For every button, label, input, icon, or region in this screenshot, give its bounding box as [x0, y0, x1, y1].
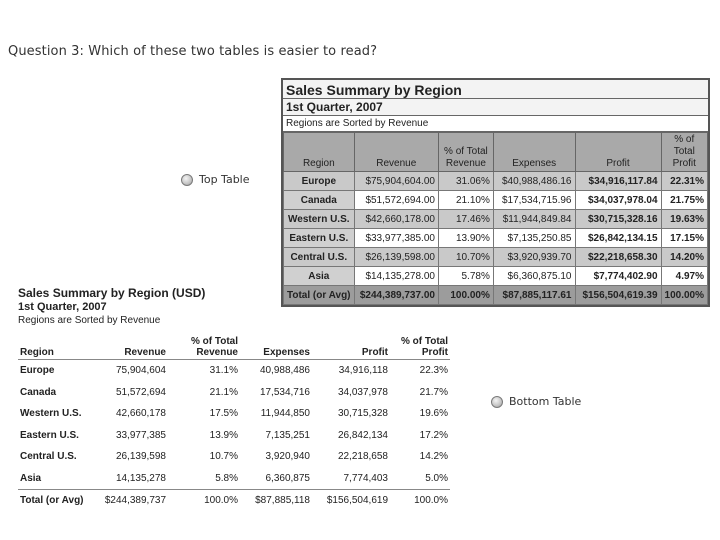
cell-region: Central U.S.	[20, 451, 77, 463]
cell-pct-revenue: 13.90%	[438, 229, 493, 248]
bottom-table-panel	[18, 286, 450, 512]
table-row	[284, 229, 708, 248]
cell-pct-revenue: 13.9%	[209, 429, 238, 441]
col-header-profit: Profit	[312, 336, 390, 360]
cell-revenue: 14,135,278	[115, 472, 166, 484]
cell-revenue: $244,389,737.00	[354, 286, 438, 305]
cell-profit: 26,842,134	[337, 429, 388, 441]
cell-expenses: $87,885,117.61	[493, 286, 575, 305]
bottom-table-header-row	[18, 336, 450, 360]
cell-region: Asia	[284, 267, 355, 286]
cell-profit: 7,774,403	[343, 472, 388, 484]
question-text: Question 3: Which of these two tables is easier to read?	[8, 44, 378, 59]
table-row	[284, 172, 708, 191]
cell-pct-profit: 19.63%	[661, 210, 707, 229]
radio-option-top-table[interactable]	[181, 173, 250, 186]
cell-expenses: 40,988,486	[259, 365, 310, 377]
table-row	[18, 403, 450, 425]
col-header-region: Region	[284, 133, 355, 172]
table-row	[284, 248, 708, 267]
radio-button-icon[interactable]	[491, 396, 503, 408]
cell-revenue: $26,139,598.00	[354, 248, 438, 267]
cell-profit: $34,037,978.04	[575, 191, 661, 210]
cell-expenses: $3,920,939.70	[493, 248, 575, 267]
cell-pct-profit: 5.0%	[425, 472, 448, 484]
cell-region: Eastern U.S.	[284, 229, 355, 248]
cell-expenses: 7,135,251	[265, 429, 310, 441]
cell-pct-revenue: 31.1%	[209, 365, 238, 377]
cell-expenses: 6,360,875	[265, 472, 310, 484]
cell-region: Canada	[284, 191, 355, 210]
cell-expenses: $40,988,486.16	[493, 172, 575, 191]
bottom-table-title: Sales Summary by Region (USD)	[18, 286, 206, 300]
cell-region: Europe	[284, 172, 355, 191]
cell-profit: 34,037,978	[337, 386, 388, 398]
cell-revenue: $51,572,694.00	[354, 191, 438, 210]
col-header-expenses: Expenses	[240, 336, 312, 360]
col-header-revenue: Revenue	[354, 133, 438, 172]
table-total-row	[18, 490, 450, 512]
cell-profit: $26,842,134.15	[575, 229, 661, 248]
radio-label-top-table: Top Table	[199, 173, 250, 186]
cell-region: Central U.S.	[284, 248, 355, 267]
top-table-note: Regions are Sorted by Revenue	[283, 116, 708, 132]
cell-pct-revenue: 21.10%	[438, 191, 493, 210]
table-row	[18, 425, 450, 447]
cell-pct-revenue: 100.00%	[438, 286, 493, 305]
cell-revenue: $75,904,604.00	[354, 172, 438, 191]
table-row	[284, 210, 708, 229]
cell-revenue: 42,660,178	[115, 408, 166, 420]
cell-pct-revenue: 31.06%	[438, 172, 493, 191]
cell-profit: 22,218,658	[337, 451, 388, 463]
cell-pct-profit: 21.7%	[419, 386, 448, 398]
cell-region: Total (or Avg)	[284, 286, 355, 305]
cell-pct-revenue: 17.46%	[438, 210, 493, 229]
cell-pct-revenue: 21.1%	[209, 386, 238, 398]
cell-region: Eastern U.S.	[20, 429, 79, 441]
cell-pct-profit: 100.0%	[390, 490, 450, 512]
radio-option-bottom-table[interactable]	[491, 395, 581, 408]
top-table-title: Sales Summary by Region	[283, 80, 708, 99]
table-row	[18, 382, 450, 404]
table-row	[284, 267, 708, 286]
cell-expenses: $17,534,715.96	[493, 191, 575, 210]
col-header-revenue: Revenue	[100, 336, 168, 360]
col-header-expenses: Expenses	[493, 133, 575, 172]
cell-profit: $22,218,658.30	[575, 248, 661, 267]
radio-button-icon[interactable]	[181, 174, 193, 186]
cell-pct-profit: 17.2%	[419, 429, 448, 441]
cell-pct-profit: 22.31%	[661, 172, 707, 191]
cell-revenue: 75,904,604	[115, 365, 166, 377]
table-row	[18, 360, 450, 382]
cell-revenue: $33,977,385.00	[354, 229, 438, 248]
cell-pct-revenue: 10.7%	[209, 451, 238, 463]
col-header-pct-profit: % of Total Profit	[390, 336, 450, 360]
cell-region: Canada	[20, 386, 57, 398]
cell-expenses: $6,360,875.10	[493, 267, 575, 286]
top-table-header-row	[284, 133, 708, 172]
cell-pct-revenue: 100.0%	[168, 490, 240, 512]
col-header-pct-revenue: % of Total Revenue	[168, 336, 240, 360]
cell-pct-revenue: 17.5%	[209, 408, 238, 420]
cell-pct-profit: 14.20%	[661, 248, 707, 267]
table-row	[284, 191, 708, 210]
bottom-table	[18, 336, 450, 512]
cell-revenue: $42,660,178.00	[354, 210, 438, 229]
top-table	[283, 132, 708, 305]
cell-profit: 34,916,118	[338, 365, 388, 377]
cell-revenue: 33,977,385	[115, 429, 166, 441]
cell-profit: 30,715,328	[337, 408, 388, 420]
cell-region: Europe	[20, 365, 55, 377]
cell-region: Western U.S.	[20, 408, 82, 420]
cell-expenses: $11,944,849.84	[493, 210, 575, 229]
cell-expenses: $87,885,118	[240, 490, 312, 512]
cell-pct-revenue: 5.8%	[215, 472, 238, 484]
cell-pct-revenue: 5.78%	[438, 267, 493, 286]
cell-profit: $7,774,402.90	[575, 267, 661, 286]
cell-region: Western U.S.	[284, 210, 355, 229]
cell-pct-profit: 21.75%	[661, 191, 707, 210]
top-table-panel	[281, 78, 710, 307]
cell-pct-revenue: 10.70%	[438, 248, 493, 267]
cell-pct-profit: 14.2%	[419, 451, 448, 463]
cell-expenses: 17,534,716	[259, 386, 310, 398]
cell-expenses: $7,135,250.85	[493, 229, 575, 248]
cell-region: Asia	[20, 472, 42, 484]
cell-pct-profit: 4.97%	[661, 267, 707, 286]
cell-expenses: 3,920,940	[265, 451, 310, 463]
col-header-pct-profit: % of Total Profit	[661, 133, 707, 172]
cell-profit: $156,504,619.39	[575, 286, 661, 305]
cell-region: Total (or Avg)	[18, 490, 100, 512]
col-header-pct-revenue: % of Total Revenue	[438, 133, 493, 172]
bottom-table-note: Regions are Sorted by Revenue	[18, 315, 161, 326]
cell-pct-profit: 19.6%	[419, 408, 448, 420]
cell-expenses: 11,944,850	[260, 408, 310, 420]
cell-profit: $30,715,328.16	[575, 210, 661, 229]
cell-profit: $34,916,117.84	[575, 172, 661, 191]
cell-pct-profit: 100.00%	[661, 286, 707, 305]
col-header-profit: Profit	[575, 133, 661, 172]
cell-revenue: $244,389,737	[100, 490, 168, 512]
cell-revenue: $14,135,278.00	[354, 267, 438, 286]
table-row	[18, 446, 450, 468]
cell-pct-profit: 17.15%	[661, 229, 707, 248]
table-row	[18, 468, 450, 490]
cell-pct-profit: 22.3%	[419, 365, 448, 377]
cell-profit: $156,504,619	[312, 490, 390, 512]
cell-revenue: 26,139,598	[115, 451, 166, 463]
bottom-table-subtitle: 1st Quarter, 2007	[18, 301, 107, 313]
cell-revenue: 51,572,694	[115, 386, 166, 398]
radio-label-bottom-table: Bottom Table	[509, 395, 582, 408]
col-header-region: Region	[18, 336, 100, 360]
top-table-subtitle: 1st Quarter, 2007	[283, 99, 708, 116]
